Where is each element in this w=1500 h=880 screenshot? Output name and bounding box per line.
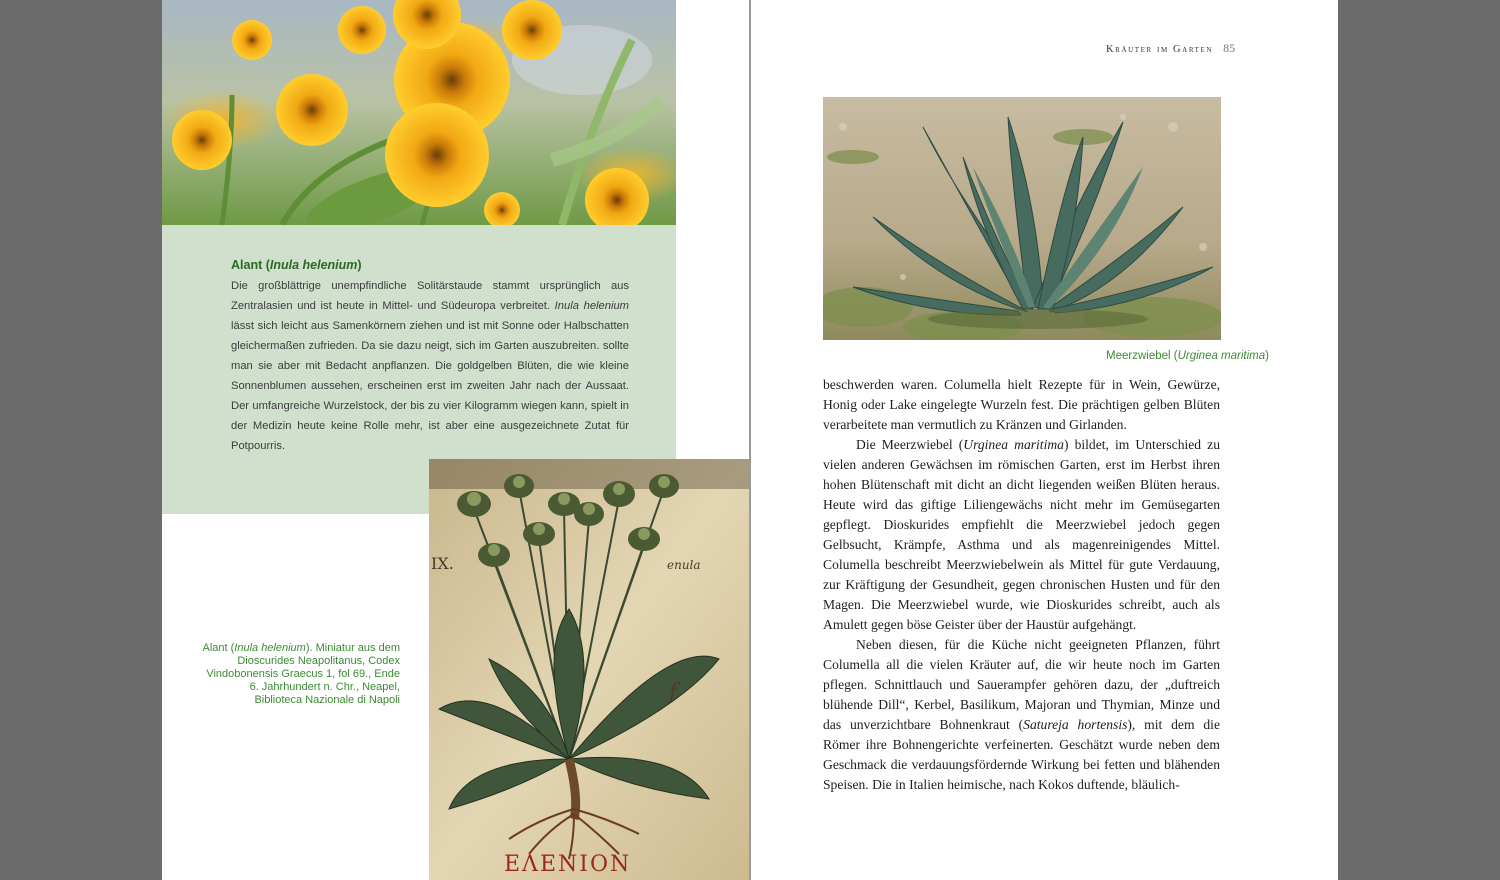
paragraph-1: beschwerden waren. Columella hielt Rezepte für in Wein, Gewürze, Honig oder Lake eingelegte Wurzeln fest. Die prächtigen gelben Blüten verarbeitete man vermutlich zu Kränzen und Girlanden.: [823, 377, 1220, 432]
chapter-title: Kräuter im Garten: [1106, 44, 1214, 55]
photo-caption: Meerzwiebel (Urginea maritima): [1106, 350, 1269, 362]
alant-flower-photo: [162, 0, 676, 225]
box-title: Alant (Inula helenium): [231, 258, 362, 272]
miniature-latin-note: enula: [667, 558, 701, 572]
miniature-f-mark: f: [669, 680, 678, 705]
paragraph-2: Die Meerzwiebel (Urginea maritima) bildet, im Unterschied zu vielen anderen Gewächsen im römischen Garten, erst im Herbst ihren hohen Blütenschaft mit dicht an dicht liegenden weißen Blüten heraus. Heute wird das giftige Liliengewächs nicht mehr im Gemüsegarten gepflegt. Dioskurides empfiehlt die Meerzwiebel jedoch gegen Gelbsucht, Krämpfe, Asthma und als magenreinigendes Mittel. Columella beschreibt Meerzwiebelwein als Mittel für gute Verdauung, zur Kräftigung der Gesundheit, gegen chronischen Husten und für den Magen. Die Meerzwiebel wurde, wie Dioskurides schreibt, auch als Amulett gegen böse Geister über der Haustür aufgehängt.: [823, 437, 1220, 632]
paragraph-3: Neben diesen, für die Küche nicht geeigneten Pflanzen, führt Columella all die vielen Kräuter auf, die wir heute noch im Garten pflegen. Schnittlauch und Sauerampfer gehören dazu, der „duftreich blühende Dill“, Kerbel, Basilikum, Majoran und Thymian, Minze und das unverzichtbare Bohnenkraut (Satureja hortensis), mit dem die Römer ihre Bohnengerichte verfeinerten. Geschätzt wurde neben dem Geschmack die verdauungsfördernde Wirkung bei fetten und blähenden Speisen. Die in Italien heimische, nach Kokos duftende, bläulich-: [823, 637, 1220, 792]
page-number: 85: [1223, 41, 1236, 55]
sea-squill-photo: [823, 97, 1221, 340]
right-page: [751, 0, 1338, 880]
box-text: Die großblättrige unempfindliche Solitärstaude stammt ursprünglich aus Zentralasien und ist heute in Mittel- und Südeuropa verbreitet. Inula helenium lässt sich leicht aus Samenkörnern ziehen und ist mit Sonne oder Halbschatten gleichermaßen zufrieden. Da sie dazu neigt, sich im Garten auszubreiten. sollte man sie aber mit Bedacht anpflanzen. Die goldgelben Blüten, die wie kleine Sonnenblumen aussehen, erscheinen erst im zweiten Jahr nach der Aussaat. Der umfangreiche Wurzelstock, der bis zu vier Kilogramm wiegen kann, spielt in der Medizin heute keine Rolle mehr, ist aber eine ausgezeichnete Zutat für Potpourris.: [231, 280, 629, 452]
dioscurides-miniature: [429, 459, 749, 880]
body-text: [823, 375, 1220, 795]
left-page: [162, 0, 749, 880]
miniature-greek-label: ΕΛΕΝΙΟΝ: [504, 852, 632, 877]
miniature-numeral: IX.: [431, 554, 454, 573]
running-head: [1106, 41, 1235, 56]
miniature-caption: Alant (Inula helenium). Miniatur aus dem Dioscurides Neapolitanus, Codex Vindobonensis Graecus 1, fol 69., Ende 6. Jahrhundert n. Chr., Neapel, Biblioteca Nazionale di Napoli: [202, 642, 400, 707]
